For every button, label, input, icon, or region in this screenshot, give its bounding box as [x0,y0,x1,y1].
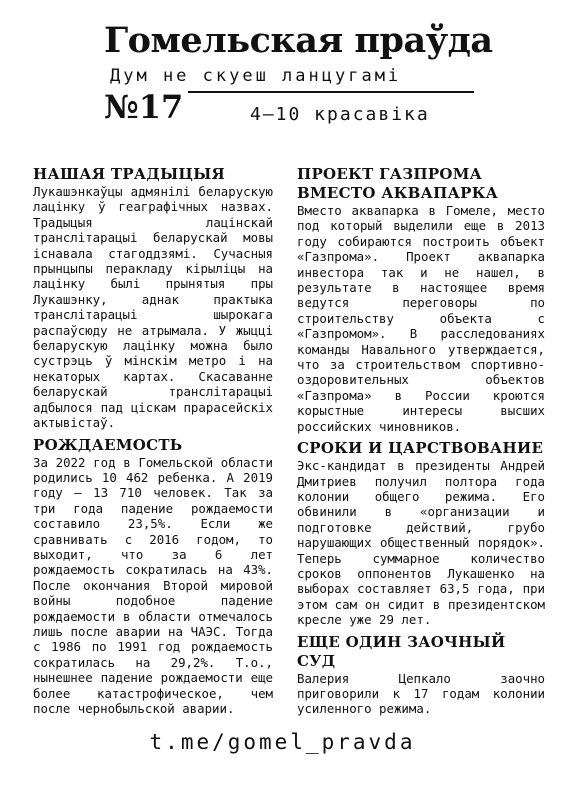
article-headline: РОЖДАЕМОСТЬ [33,435,183,454]
left-column [33,165,273,721]
article [297,165,545,434]
article [297,439,545,627]
article-headline: СРОКИ И ЦАРСТВОВАНИЕ [297,439,544,458]
article-headline: ПРОЕКТ ГАЗПРОМА ВМЕСТО АКВАПАРКА [297,165,499,202]
article [297,633,545,717]
article [33,436,273,717]
article-headline: ЕЩЕ ОДИН ЗАОЧНЫЙ СУД [297,632,506,670]
article-body: Валерия Цепкало заочно приговорили к 17 годам колонии усиленного режима. [297,670,545,717]
newspaper-title: Гомельская праўда [104,20,493,61]
issue-number: №17 [104,88,184,126]
masthead-rule [188,91,474,93]
issue-dates: 4—10 красавіка [250,104,430,125]
right-column [297,165,545,722]
article-body: Вместо аквапарка в Гомеле, место под который выделили еще в 2013 году собираются построить объект «Газпрома». Проект аквапарка инвестора так и не нашел, в результате в настоящее время ведутся переговоры по строительству объекта с «Газпромом». В расследованиях команды Навального утверждается, что за строительством спортивно-оздоровительных объектов «Газпрома» в России кроются корыстные интересы высших российских чиновников. [297,203,545,434]
newspaper-slogan: Дум не скуеш ланцугамі [110,66,402,86]
article-body: За 2022 год в Гомельской области родились 10 462 ребенка. А 2019 году — 13 710 человек. Так за три года падение рождаемости составило 23,5%. Если же сравнивать с 2016 годом, то выходит, что за 6 лет рождаемость сократилась на 43%. После окончания Второй мировой войны подобное падение рождаемости в области отмечалось лишь после аварии на ЧАЭС. Тогда с 1986 по 1991 год рождаемость сократилась на 29,2%. Т.о., нынешнее падение рождаемости еще более катастрофическое, чем после чернобыльской аварии. [33,454,273,716]
masthead [0,0,565,140]
article [33,165,273,431]
article-headline: НАШАЯ ТРАДЫЦЫЯ [33,165,226,183]
article-body: Лукашэнкаўцы адмянілі беларускую лацінку ў геаграфічных назвах. Традыцыя лацінскай транслітарацыі беларускай мовы існавала стагоддзямі. Сучасныя прынцыпы перакладу кірыліцы на лацінку былі прынятыя пры Лукашэнку, аднак практыка транслітарацыі шырокага распаўсюду не атрымала. У жыцці беларускую лацінку можна было сустрэць ў мінскім метро і на некаторых картах. Скасаванне беларускай транслітарацыі адбылося пад ціскам прарасейскіх актывістаў. [33,184,273,431]
telegram-link[interactable]: t.me/gomel_pravda [149,730,416,754]
article-body: Экс-кандидат в президенты Андрей Дмитриев получил полтора года колонии общего режима. Его обвинили в «организации и подготовке действий, грубо нарушающих общественный порядок». Теперь суммарное количество сроков оппонентов Лукашенко на выборах составляет 63,5 года, при этом сам он сидит в президентском кресле уже 29 лет. [297,458,545,628]
